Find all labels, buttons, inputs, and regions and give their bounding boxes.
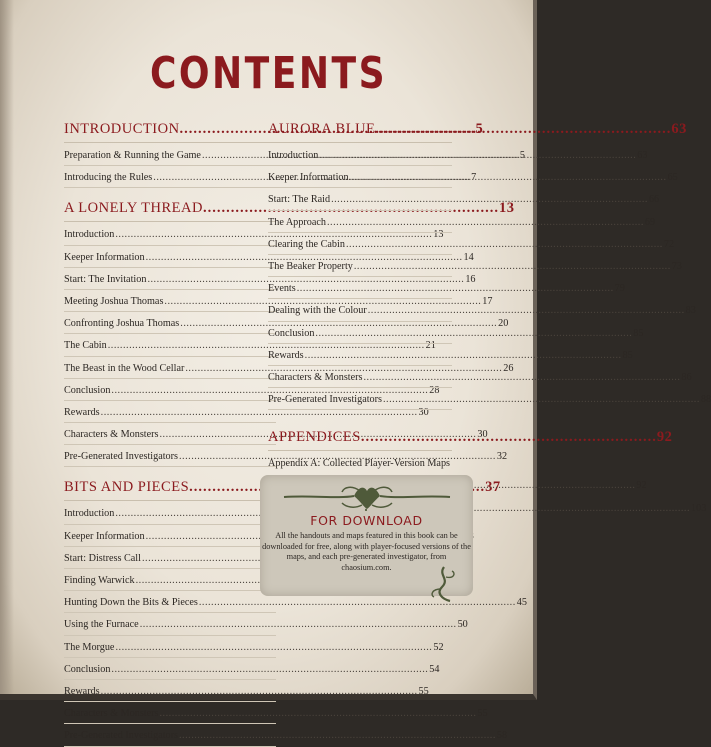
toc-entry-page-number: 69 [644, 216, 656, 228]
toc-entry-label: Introduction [64, 508, 115, 520]
toc-entry[interactable] [64, 502, 276, 524]
toc-entry-label: Conclusion [64, 384, 111, 396]
toc-entry-label: The Beast in the Wood Cellar [64, 362, 185, 374]
toc-entry-label: Keeper Information [268, 172, 349, 184]
toc-entry-label: Keeper Information [64, 530, 145, 542]
toc-entry[interactable] [64, 547, 276, 569]
download-body: All the handouts and maps featured in this book can be downloaded for free, along with player-focused versions of the maps, and each pre-generated investigator, from chaosium.com. [262, 531, 471, 572]
toc-entry-page-number: 17 [482, 295, 493, 307]
toc-entry[interactable] [64, 591, 527, 613]
section-gap [268, 410, 452, 429]
toc-entry[interactable] [268, 452, 452, 474]
tentacle-ornament-icon [282, 483, 452, 511]
dot-leader [304, 350, 623, 361]
dot-leader [375, 121, 671, 138]
toc-entry[interactable] [64, 680, 429, 702]
toc-entry-label: Pre-Generated Investigators [268, 394, 382, 406]
toc-entry-page-number: 85 [622, 349, 633, 361]
section-heading-bits-and-pieces[interactable] [64, 479, 501, 501]
toc-entry[interactable] [268, 211, 656, 233]
toc-entry-page-number: 55 [418, 685, 429, 697]
toc-entry-page-number: 88 [700, 394, 711, 406]
section-page-number: 63 [671, 121, 687, 137]
toc-entry-page-number: 103 [691, 502, 707, 514]
dot-leader [349, 172, 668, 183]
toc-entry-label: Clearing the Cabin [268, 238, 345, 250]
toc-entry-page-number: 13 [433, 229, 444, 241]
toc-entry-page-number: 79 [614, 283, 625, 295]
toc-entry[interactable] [268, 166, 678, 188]
toc-entry-page-number: 73 [671, 260, 682, 272]
toc-entry-page-number: 14 [463, 251, 474, 263]
section-heading-label: AURORA BLUE [268, 121, 376, 137]
toc-entry-label: Characters & Monsters [268, 371, 363, 383]
toc-entry[interactable] [64, 658, 440, 680]
toc-entry-page-number: 54 [429, 663, 440, 675]
section-gap [64, 467, 276, 479]
toc-entry-page-number: 28 [429, 384, 440, 396]
toc-entry-page-number: 92 [636, 480, 647, 492]
download-title: FOR DOWNLOAD [310, 513, 423, 528]
dot-leader [361, 429, 657, 446]
toc-entry-label: Conclusion [268, 327, 315, 339]
toc-entry-page-number: 72 [663, 238, 675, 250]
toc-entry-label: Meeting Joshua Thomas [64, 295, 164, 307]
toc-entry-label: Appendix A: Collected Player-Version Maps [268, 458, 451, 470]
toc-entry-label: Start: The Invitation [64, 273, 147, 285]
dot-leader [159, 708, 478, 719]
toc-entry-page-number: 65 [667, 172, 678, 184]
toc-entry-label: Start: Distress Call [64, 552, 141, 564]
section-heading-label: INTRODUCTION [64, 121, 180, 137]
dot-leader [110, 664, 429, 675]
toc-entry-label: Characters & Monsters [64, 429, 159, 441]
dot-leader [139, 619, 458, 630]
toc-entry-page-number: 58 [496, 730, 508, 742]
toc-entry-label: The Beaker Property [268, 260, 353, 272]
toc-entry-label: Events [268, 283, 296, 295]
toc-entry-page-number: 52 [433, 641, 444, 653]
toc-entry[interactable] [268, 233, 675, 255]
dot-leader [114, 642, 433, 653]
toc-entry-label: Dealing with the Colour [268, 305, 367, 317]
toc-entry-page-number: 50 [457, 619, 468, 631]
toc-entry-label: The Morgue [64, 641, 115, 653]
toc-entry-page-number: 30 [418, 406, 429, 418]
toc-entry-label: Rewards [268, 349, 304, 361]
section-page-number: 5 [475, 121, 484, 137]
toc-entry-label: Pre-Generated Investigators [64, 730, 178, 742]
toc-entry-label: Characters & Monsters [64, 708, 159, 720]
toc-entry-label: Keeper Information [64, 251, 145, 263]
tentacle-corner-icon [424, 565, 464, 605]
toc-entry-page-number: 7 [471, 172, 477, 184]
toc-entry-label: Rewards [64, 685, 100, 697]
section-heading-label: A LONELY THREAD [64, 200, 203, 217]
toc-entry-page-number: 55 [477, 708, 488, 720]
dot-leader [363, 372, 682, 383]
dot-leader [326, 217, 645, 228]
dot-leader [314, 328, 633, 339]
page-title: CONTENTS [149, 48, 388, 99]
dot-leader [198, 597, 517, 608]
toc-entry-page-number: 21 [425, 340, 436, 352]
toc-entry-label: The Cabin [64, 340, 107, 352]
toc-entry-label: Start: The Raid [268, 194, 331, 206]
toc-entry-page-number: 30 [477, 429, 488, 441]
toc-entry-label: Introducing the Rules [64, 172, 153, 184]
toc-entry-label: The Approach [268, 216, 326, 228]
dot-leader [296, 283, 615, 294]
toc-entry-page-number: 20 [498, 318, 509, 330]
section-heading-label: APPENDICES [268, 429, 361, 446]
toc-entry[interactable] [64, 613, 468, 635]
toc-entry-page-number: 45 [516, 597, 527, 609]
dot-leader [367, 305, 686, 316]
toc-entry-label: Introduction [268, 150, 319, 161]
toc-entry[interactable] [64, 702, 488, 724]
section-page-number: 37 [485, 479, 501, 496]
dot-leader [382, 394, 701, 405]
toc-entry-page-number: 16 [465, 273, 476, 285]
download-box [260, 475, 473, 596]
toc-entry-page-number: 5 [519, 150, 525, 161]
toc-entry[interactable] [64, 724, 508, 746]
toc-entry-label: Finding Warwick [64, 575, 135, 586]
toc-entry[interactable] [64, 569, 276, 591]
section-page-number: 92 [656, 429, 673, 446]
toc-entry-label: Pre-Generated Investigators [64, 451, 178, 463]
dot-leader [345, 239, 664, 250]
toc-entry-label: Using the Furnace [64, 619, 139, 631]
dot-leader [353, 261, 672, 272]
toc-entry[interactable] [64, 525, 276, 547]
toc-entry-page-number: 32 [496, 451, 508, 463]
toc-entry-page-number: 85 [633, 327, 644, 339]
toc-entry-page-number: 83 [685, 305, 696, 317]
dot-leader [330, 194, 649, 205]
dot-leader [178, 730, 497, 741]
toc-entry-label: Preparation & Running the Game [64, 150, 201, 161]
toc-entry-label: Hunting Down the Bits & Pieces [64, 597, 198, 609]
section-heading-label: BITS AND PIECES [64, 479, 190, 496]
toc-entry[interactable] [268, 144, 648, 166]
toc-entry[interactable] [268, 388, 711, 410]
dot-leader [318, 150, 637, 161]
toc-entry-label: Rewards [64, 406, 100, 418]
toc-entry[interactable] [64, 636, 444, 658]
toc-entry-page-number: 66 [648, 194, 660, 206]
toc-entry-page-number: 26 [503, 362, 514, 374]
dot-leader [100, 686, 419, 697]
section-page-number: 13 [498, 200, 515, 217]
section-gap [64, 188, 276, 200]
toc-entry-label: Confronting Joshua Thomas [64, 318, 180, 330]
toc-entry-page-number: 63 [637, 150, 648, 161]
toc-entry-label: Conclusion [64, 663, 111, 675]
toc-entry-page-number: 86 [681, 371, 692, 383]
toc-entry[interactable] [64, 401, 429, 423]
toc-entry-label: Introduction [64, 229, 115, 241]
toc-entry[interactable] [268, 344, 633, 366]
section-heading-aurora-blue[interactable] [268, 121, 687, 143]
